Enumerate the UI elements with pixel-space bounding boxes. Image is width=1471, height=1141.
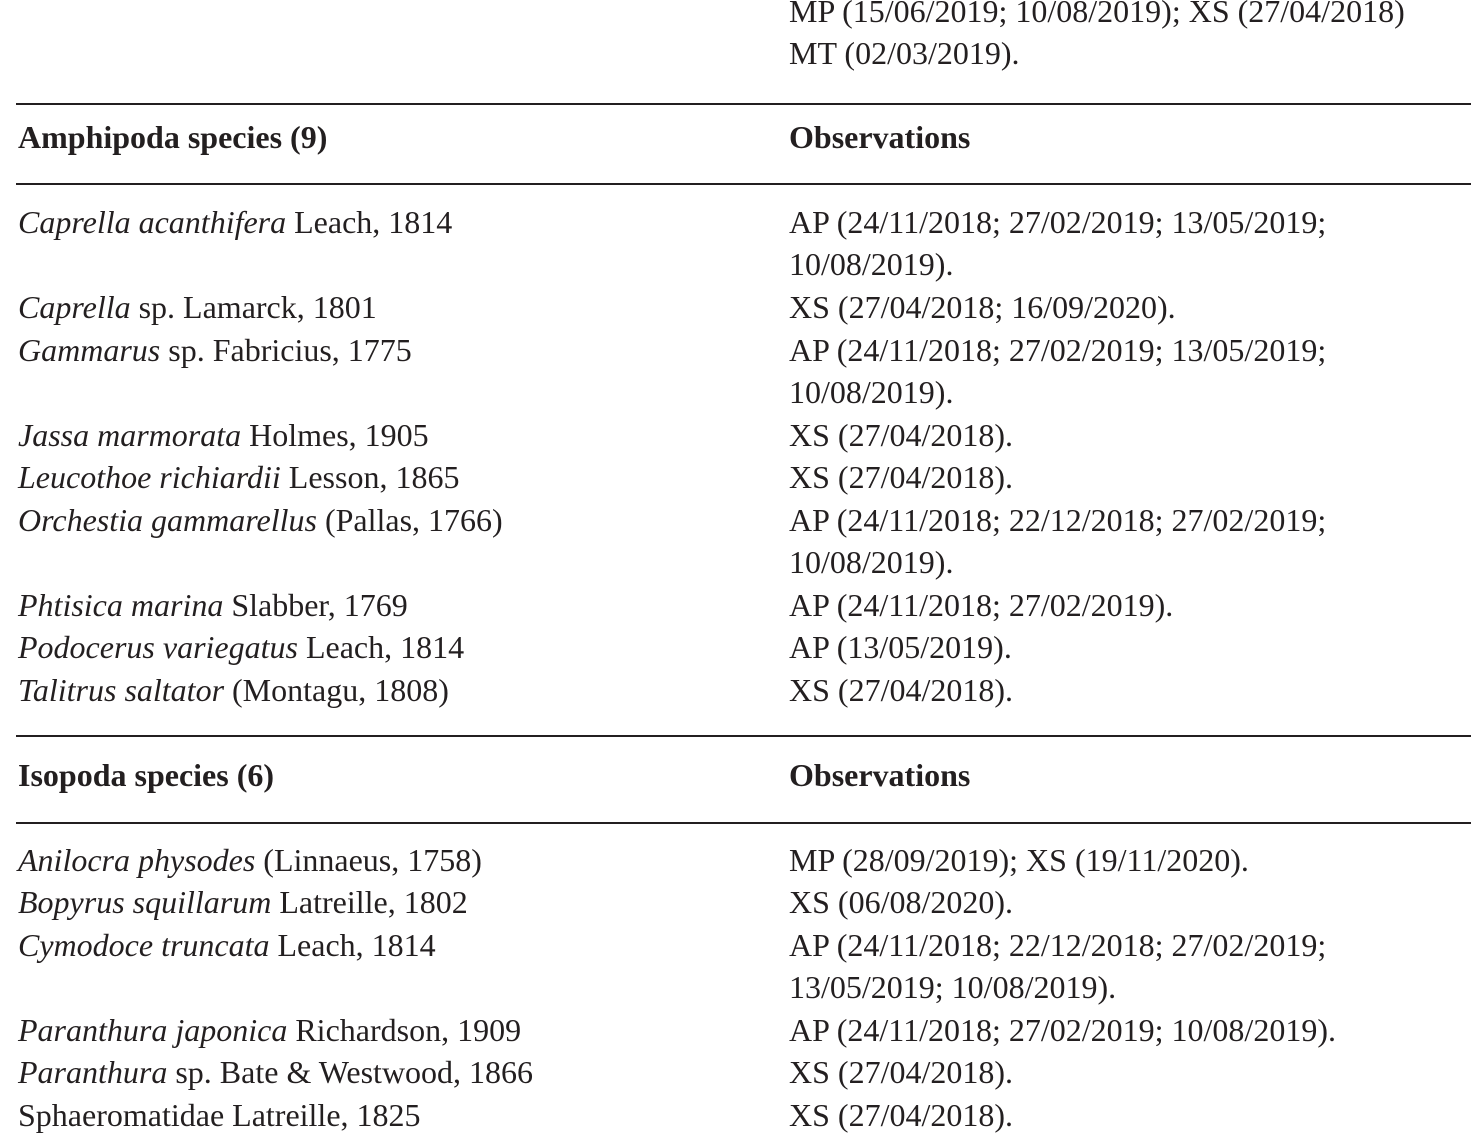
table-row-species [18,924,778,966]
taxon-authority: Leach, 1814 [297,629,465,665]
taxon-name: Anilocra physodes [18,842,256,878]
table-rule [16,183,1471,185]
continuation-line-2: MT (02/03/2019). [789,35,1020,71]
table-row-observation: AP (13/05/2019). [789,629,1012,665]
table-row-species [18,329,778,371]
taxon-name: Paranthura japonica [18,1012,288,1048]
table-row-species [18,286,778,328]
table-row-species [18,201,778,243]
taxon-authority: sp. Lamarck, 1801 [130,289,377,325]
table-row-observation: XS (27/04/2018; 16/09/2020). [789,289,1176,325]
table-rule [16,103,1471,105]
table-row-species [18,414,778,456]
table-row-observation: XS (27/04/2018). [789,1054,1013,1090]
table-row-observation: AP (24/11/2018; 27/02/2019; 13/05/2019; 10/08/2019). [789,332,1327,410]
table-row-observation: XS (06/08/2020). [789,884,1013,920]
taxon-name: Leucothoe richiardii [18,459,281,495]
taxon-name: Podocerus variegatus [18,629,298,665]
table-rule [16,822,1471,824]
taxon-authority: sp. Fabricius, 1775 [160,332,412,368]
taxon-authority: Sphaeromatidae Latreille, 1825 [18,1097,421,1133]
observations-header: Observations [789,757,971,793]
taxon-authority: (Pallas, 1766) [316,502,503,538]
table-row-observation: MP (28/09/2019); XS (19/11/2020). [789,842,1249,878]
table-row-species [18,669,778,711]
taxon-authority: Slabber, 1769 [223,587,408,623]
taxon-name: Orchestia gammarellus [18,502,317,538]
taxon-name: Paranthura [18,1054,168,1090]
isopoda-header: Isopoda species (6) [18,757,275,793]
table-row-observation: XS (27/04/2018). [789,459,1013,495]
taxon-name: Cymodoce truncata [18,927,270,963]
table-row-observation: AP (24/11/2018; 27/02/2019; 10/08/2019). [789,1012,1336,1048]
table-row-observation: AP (24/11/2018; 27/02/2019; 13/05/2019; 10/08/2019). [789,204,1327,282]
taxon-name: Caprella acanthifera [18,204,287,240]
table-row-observation: XS (27/04/2018). [789,417,1013,453]
table-row-species [18,1051,778,1093]
taxon-authority: Latreille, 1802 [271,884,468,920]
taxon-name: Phtisica marina [18,587,224,623]
table-rule [16,735,1471,737]
table-row-species [18,839,778,881]
table-row-species [18,1094,778,1136]
taxon-name: Jassa marmorata [18,417,242,453]
taxon-authority: Leach, 1814 [286,204,453,240]
taxon-name: Caprella [18,289,131,325]
table-row-observation: AP (24/11/2018; 22/12/2018; 27/02/2019; 13/05/2019; 10/08/2019). [789,927,1327,1005]
taxon-authority: Lesson, 1865 [280,459,460,495]
taxon-name: Gammarus [18,332,161,368]
table-row-species [18,584,778,626]
table-row-observation: XS (27/04/2018). [789,1097,1013,1133]
taxon-authority: sp. Bate & Westwood, 1866 [167,1054,534,1090]
table-row-observation: XS (27/04/2018). [789,672,1013,708]
amphipoda-header: Amphipoda species (9) [18,119,328,155]
table-row-species [18,1009,778,1051]
table-row-observation: AP (24/11/2018; 27/02/2019). [789,587,1174,623]
taxon-authority: (Linnaeus, 1758) [255,842,482,878]
table-row-species [18,881,778,923]
taxon-authority: Leach, 1814 [269,927,436,963]
taxon-authority: Richardson, 1909 [287,1012,522,1048]
table-row-species [18,456,778,498]
table-row-species [18,626,778,668]
table-row-observation: AP (24/11/2018; 22/12/2018; 27/02/2019; 10/08/2019). [789,502,1327,580]
continuation-line-1: MP (15/06/2019; 10/08/2019); XS (27/04/2018) [789,0,1405,29]
table-row-species [18,499,778,541]
taxon-authority: Holmes, 1905 [241,417,429,453]
taxon-name: Talitrus saltator [18,672,225,708]
taxon-authority: (Montagu, 1808) [224,672,449,708]
observations-header: Observations [789,119,971,155]
taxon-name: Bopyrus squillarum [18,884,272,920]
